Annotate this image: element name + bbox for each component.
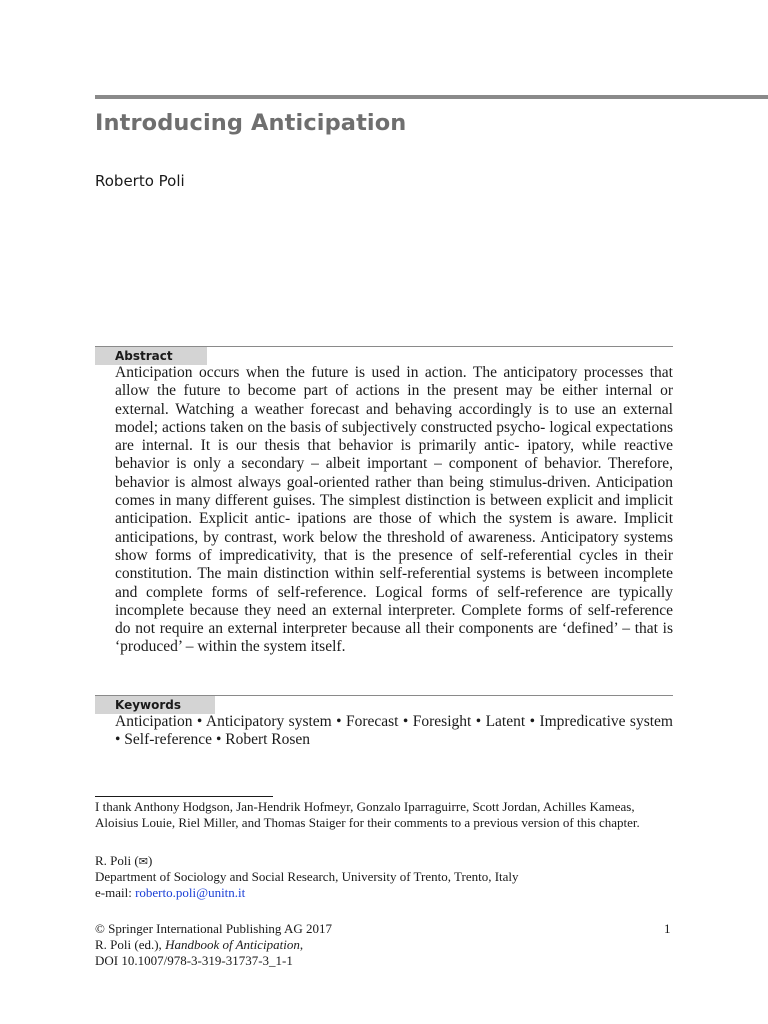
chapter-title: Introducing Anticipation: [95, 110, 407, 136]
book-title: Handbook of Anticipation: [165, 937, 300, 952]
footnote-rule: [95, 796, 273, 797]
keywords-heading: Keywords: [95, 696, 215, 714]
abstract-heading: Abstract: [95, 347, 207, 365]
citation-line: [95, 937, 680, 953]
citation-prefix: R. Poli (ed.),: [95, 937, 166, 952]
author-name: Roberto Poli: [95, 172, 185, 190]
citation-suffix: ,: [299, 937, 304, 952]
affiliation-email-line: [95, 885, 680, 901]
email-label: e-mail:: [95, 885, 136, 900]
email-link[interactable]: roberto.poli@unitn.it: [135, 885, 246, 900]
affiliation-name: R. Poli: [95, 853, 132, 868]
envelope-icon: ✉: [138, 855, 148, 868]
affiliation-name-line: R. Poli (✉): [95, 853, 153, 868]
doi-line: DOI 10.1007/978-3-319-31737-3_1-1: [95, 953, 293, 968]
acknowledgement-footnote: I thank Anthony Hodgson, Jan-Hendrik Hofmeyr, Gonzalo Iparraguirre, Scott Jordan, Achilles Kameas, Aloisius Louie, Riel Miller, and Thomas Staiger for their comments to a previous version of this chapter.: [95, 799, 640, 830]
affiliation-department: Department of Sociology and Social Research, University of Trento, Trento, Italy: [95, 869, 519, 884]
keywords-text: Anticipation • Anticipatory system • Forecast • Foresight • Latent • Impredicative system • Self-reference • Robert Rosen: [115, 713, 673, 749]
copyright-line: © Springer International Publishing AG 2017: [95, 921, 332, 936]
top-rule: [95, 95, 768, 99]
page-number: 1: [664, 921, 671, 936]
abstract-text: Anticipation occurs when the future is used in action. The anticipatory processes that allow the future to become part of actions in the present may be either internal or external. Watching a weather forecast and behaving accordingly is to use an external model; actions taken on the basis of subjectively constructed psycho- logical expectations are internal. It is our thesis that behavior is primarily antic- ipatory, while reactive behavior is only a secondary – albeit important – component of behavior. Therefore, behavior is almost always goal-oriented rather than being stimulus-driven. Anticipation comes in many different guises. The simplest distinction is between explicit and implicit anticipation. Explicit antic- ipations are those of which the system is aware. Implicit anticipations, by contrast, work below the threshold of awareness. Anticipatory systems show forms of impredicativity, that is the presence of self-referential cycles in their constitution. The main distinction within self-referential systems is between incomplete and complete forms of self-reference. Logical forms of self-reference are typically incomplete because they need an external interpreter. Complete forms of self-reference do not require an external interpreter because all their components are ‘defined’ – that is ‘produced’ – within the system itself.: [115, 364, 673, 656]
